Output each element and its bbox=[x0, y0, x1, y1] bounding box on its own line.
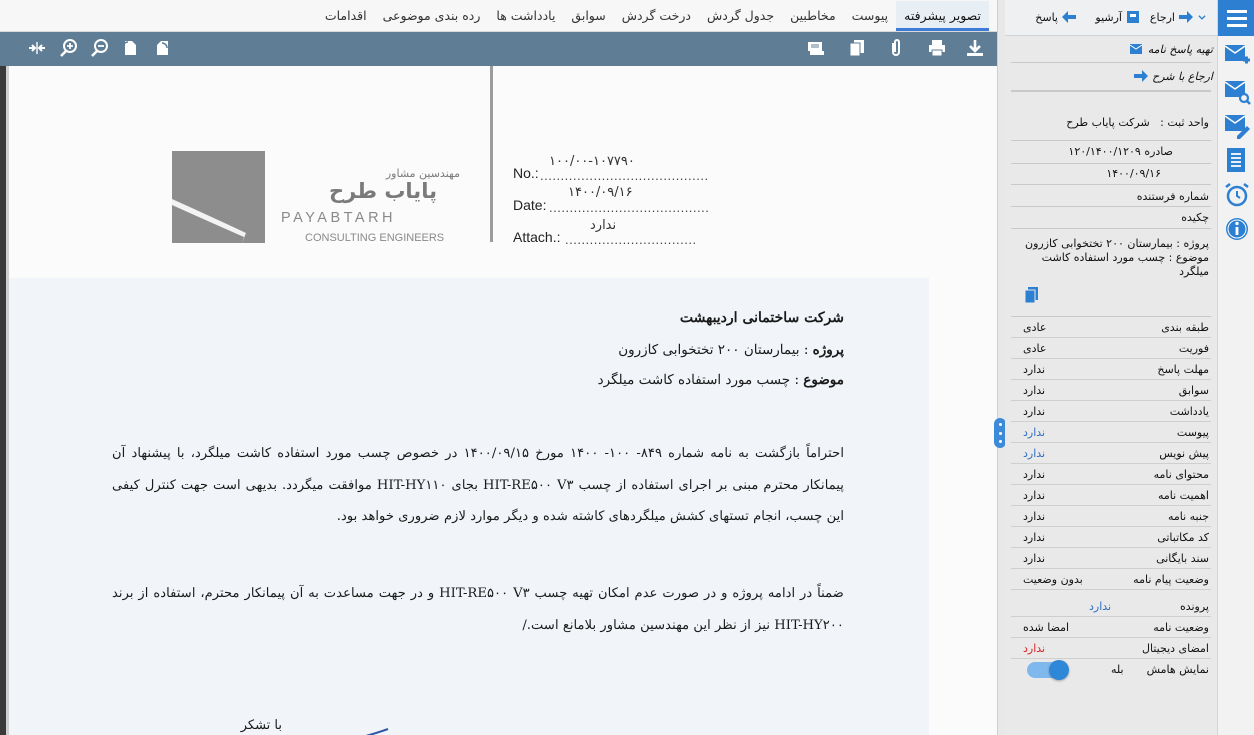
prop-label: مهلت پاسخ bbox=[1157, 362, 1209, 376]
logo-subtitle-fa: مهندسین مشاور bbox=[385, 167, 460, 180]
logo-title-en: PAYABTARH bbox=[281, 210, 397, 226]
zoom-in-button[interactable] bbox=[56, 36, 82, 62]
letter-body-paragraph-1: احتراماً بازگشت به نامه شماره ۸۴۹- ۱۰۰- ۱۴۰۰ مورخ ۱۴۰۰/۰۹/۱۵ در خصوص چسب مورد استفاده کاشت میلگرد، با پیشنهاد آن پیمانکار محترم مبنی بر اجرای استفاده از چسب HIT-RE۵۰۰ V۳ بجای HIT-HY۱۱۰ موافقت میگردد. بدیهی است جهت کنترل کیفی این چسب، انجام تستهای کشش میلگردهای کاشته شده و دیگر موارد لازم ضروری خواهد بود. bbox=[112, 446, 844, 524]
prop-row bbox=[1011, 443, 1211, 464]
download-icon bbox=[965, 38, 985, 61]
prepare-reply-button[interactable] bbox=[1005, 36, 1217, 62]
tab-flow-table[interactable]: جدول گردش bbox=[707, 8, 775, 23]
tab-attachment[interactable]: پیوست bbox=[851, 8, 889, 23]
viewer-toolbar bbox=[0, 32, 997, 66]
prop-row bbox=[1011, 485, 1211, 506]
tab-flow-tree[interactable]: درخت گردش bbox=[621, 8, 691, 23]
tab-actions[interactable]: اقدامات bbox=[324, 8, 367, 23]
issued-date: ۱۴۰۰/۰۹/۱۶ bbox=[1106, 167, 1161, 180]
prop-value: بدون وضعیت bbox=[1023, 572, 1083, 586]
prop-label: پیوست bbox=[1176, 425, 1209, 439]
digital-signature-label: امضای دیجیتال bbox=[1142, 641, 1209, 655]
zoom-out-icon bbox=[90, 38, 110, 61]
download-button[interactable] bbox=[962, 36, 988, 62]
prop-row bbox=[1011, 464, 1211, 485]
info-icon[interactable] bbox=[1223, 215, 1251, 243]
archive-icon bbox=[1125, 10, 1141, 24]
letter-attach-value: ندارد bbox=[590, 218, 617, 233]
panel-splitter[interactable] bbox=[997, 0, 1005, 735]
show-margin-label: نمایش هامش bbox=[1146, 663, 1209, 676]
prop-value: ندارد bbox=[1023, 404, 1046, 418]
letter-number-value: ۱۰۰/۰۰-۱۰۷۷۹۰ bbox=[549, 154, 635, 169]
new-letter-icon[interactable] bbox=[1223, 42, 1251, 70]
arrow-right-icon bbox=[1133, 69, 1149, 83]
rotate-left-button[interactable] bbox=[117, 36, 143, 62]
tab-bar bbox=[0, 0, 997, 32]
company-logo-icon bbox=[172, 151, 265, 243]
project-label: پروژه bbox=[812, 342, 844, 358]
prop-value: عادی bbox=[1023, 320, 1047, 334]
scanner-button[interactable] bbox=[803, 36, 829, 62]
prop-label: سند بایگانی bbox=[1156, 551, 1209, 565]
registry-unit bbox=[1066, 116, 1209, 129]
prop-row bbox=[1011, 380, 1211, 401]
panel-top-actions bbox=[1005, 0, 1217, 36]
chevron-down-icon bbox=[1197, 10, 1207, 24]
prop-row bbox=[1011, 359, 1211, 380]
prop-label: طبقه بندی bbox=[1161, 320, 1209, 334]
tab-history[interactable]: سوابق bbox=[571, 8, 606, 23]
prop-value: ندارد bbox=[1023, 551, 1046, 565]
letter-body-paragraph-2: ضمناً در ادامه پروژه و در صورت عدم امکان تهیه چسب HIT-RE۵۰۰ V۳ و در جهت مساعدت به آن پیمانکار محترم، استفاده از برند HIT-HY۲۰۰ نیز از نظر این مهندسین مشاور بلامانع است./ bbox=[112, 586, 844, 633]
prop-value: ندارد bbox=[1023, 467, 1046, 481]
hamburger-menu-button[interactable] bbox=[1218, 0, 1254, 36]
prop-row bbox=[1011, 506, 1211, 527]
prop-value: عادی bbox=[1023, 341, 1047, 355]
prop-label: اهمیت نامه bbox=[1157, 488, 1209, 502]
copy-icon bbox=[847, 38, 867, 61]
archive-label: آرشیو bbox=[1095, 10, 1122, 24]
letter-project bbox=[460, 342, 844, 358]
prepare-reply-label: تهیه پاسخ نامه bbox=[1147, 42, 1213, 56]
prop-value: ندارد bbox=[1023, 383, 1046, 397]
prop-label: وضعیت پیام نامه bbox=[1133, 572, 1209, 586]
prop-value: ندارد bbox=[1023, 362, 1046, 376]
digital-signature-value: ندارد bbox=[1023, 641, 1046, 655]
refer-label: ارجاع bbox=[1149, 10, 1175, 24]
printer-icon bbox=[927, 38, 947, 61]
prop-label: جنبه نامه bbox=[1167, 509, 1209, 523]
prop-row-status bbox=[1011, 617, 1211, 638]
prop-row bbox=[1011, 401, 1211, 422]
prop-row bbox=[1011, 548, 1211, 569]
archive-button[interactable] bbox=[1095, 10, 1141, 24]
logo-title-fa: پایاب طرح bbox=[329, 179, 437, 203]
paperclip-icon bbox=[886, 38, 906, 61]
letter-number-label: No.: bbox=[513, 165, 539, 181]
letter-subject bbox=[460, 372, 844, 388]
rotate-right-icon bbox=[153, 38, 173, 61]
header-divider bbox=[490, 66, 493, 242]
rotate-right-button[interactable] bbox=[150, 36, 176, 62]
show-margin-value: بله bbox=[1111, 663, 1124, 676]
prop-label: محتوای نامه bbox=[1153, 467, 1209, 481]
issued-number: صادره ۱۲۰/۱۴۰۰/۱۲۰۹ bbox=[1068, 145, 1173, 158]
signature-stroke-icon bbox=[360, 728, 400, 735]
fit-width-icon bbox=[27, 38, 47, 61]
letter-info-panel bbox=[1005, 0, 1217, 735]
letter-date-label: Date: bbox=[513, 197, 547, 213]
summary-line-2: موضوع : چسب مورد استفاده کاشت میلگرد bbox=[1041, 251, 1209, 278]
copy-button[interactable] bbox=[844, 36, 870, 62]
tab-contacts[interactable]: مخاطبین bbox=[790, 8, 836, 23]
reply-letter-icon bbox=[1129, 42, 1145, 56]
prop-row-case bbox=[1011, 596, 1211, 617]
letter-attach-label: Attach.: bbox=[513, 229, 561, 245]
letter-summary bbox=[1019, 237, 1209, 279]
letter-closing: با تشکر bbox=[240, 718, 282, 733]
search-letter-icon[interactable] bbox=[1223, 78, 1251, 106]
letter-date-value: ۱۴۰۰/۰۹/۱۶ bbox=[568, 185, 633, 200]
prop-label: پیش نویس bbox=[1159, 446, 1209, 460]
registry-label: واحد ثبت : bbox=[1160, 116, 1209, 129]
logo-subtitle-en: CONSULTING ENGINEERS bbox=[305, 232, 445, 244]
scanner-icon bbox=[806, 38, 826, 61]
side-icon-bar bbox=[1217, 0, 1254, 735]
letter-recipient: شرکت ساختمانی اردیبهشت bbox=[679, 310, 844, 326]
prop-value[interactable]: ندارد bbox=[1023, 446, 1046, 460]
case-label: پرونده bbox=[1179, 599, 1209, 613]
prop-row bbox=[1011, 317, 1211, 338]
status-value: امضا شده bbox=[1023, 620, 1070, 634]
arrow-right-icon bbox=[1178, 10, 1194, 24]
sender-number-label: شماره فرستنده bbox=[1136, 190, 1209, 203]
project-value: : بیمارستان ۲۰۰ تختخوابی کازرون bbox=[618, 342, 809, 358]
show-margin-toggle[interactable] bbox=[1027, 662, 1067, 678]
list-document-icon[interactable] bbox=[1223, 146, 1251, 174]
reply-button[interactable] bbox=[1035, 10, 1077, 24]
prop-label: یادداشت bbox=[1169, 404, 1209, 418]
prop-row bbox=[1011, 527, 1211, 548]
edit-letter-icon[interactable] bbox=[1223, 112, 1251, 140]
prop-row-digital-signature bbox=[1011, 638, 1211, 659]
attach-button[interactable] bbox=[883, 36, 909, 62]
subject-label: موضوع bbox=[803, 372, 844, 388]
document-icon[interactable] bbox=[1025, 287, 1039, 303]
tab-notes[interactable]: یادداشت ها bbox=[496, 8, 556, 23]
prop-label: فوریت bbox=[1178, 341, 1209, 355]
fit-width-button[interactable] bbox=[24, 36, 50, 62]
subject-value: : چسب مورد استفاده کاشت میلگرد bbox=[597, 372, 799, 388]
rotate-left-icon bbox=[120, 38, 140, 61]
reply-label: پاسخ bbox=[1035, 10, 1058, 24]
zoom-in-icon bbox=[59, 38, 79, 61]
letter-page-image: مهندسین مشاور پایاب طرح PAYABTARH CONSULTING ENGINEERS ۱۰۰/۰۰-۱۰۷۷۹۰ No.: ......................................... ۱۴۰۰/۰۹/۱۶ Date: ....................................... ندارد Attach.: ................................ شرکت ساختمانی اردیبهشت پروژه : بیمارستان ۲۰۰ تختخوابی کازرون موضوع : چسب مورد استفاده کاشت میلگرد احتراماً بازگشت به نامه شماره ۸۴۹- ۱۰۰- ۱۴۰۰ مورخ ۱۴۰۰/۰۹/۱۵ در خصوص چسب مورد استفاده کاشت میلگرد، با پیشنهاد آن پیمانکار محترم مبنی بر اجرای استفاده از چسب HIT-RE۵۰۰ V۳ بجای HIT-HY۱۱۰ موافقت میگردد. بدیهی است جهت کنترل کیفی این چسب، انجام تستهای کشش میلگردهای کاشته شده و دیگر موارد لازم ضروری خواهد بود. ضمناً در ادامه پروژه و در صورت عدم امکان تهیه چسب HIT-RE۵۰۰ V۳ و در جهت مساعدت به آن پیمانکار محترم، استفاده از برند HIT-HY۲۰۰ نیز از نظر این مهندسین مشاور بلامانع است./ با تشکر bbox=[0, 66, 997, 735]
status-label: وضعیت نامه bbox=[1153, 620, 1209, 634]
tab-subject-classification[interactable]: رده بندی موضوعی bbox=[382, 8, 481, 23]
tab-advanced-image[interactable]: تصویر پیشرفته bbox=[896, 1, 989, 31]
prop-value: ندارد bbox=[1023, 509, 1046, 523]
refer-button[interactable] bbox=[1150, 10, 1207, 24]
registry-value: شرکت پایاب طرح bbox=[1066, 116, 1150, 129]
alarm-clock-icon[interactable] bbox=[1223, 181, 1251, 209]
prop-row bbox=[1011, 569, 1211, 590]
prop-value[interactable]: ندارد bbox=[1023, 425, 1046, 439]
print-button[interactable] bbox=[924, 36, 950, 62]
reply-icon bbox=[1061, 10, 1077, 24]
refer-with-note-label: ارجاع با شرح bbox=[1152, 69, 1213, 83]
prop-value: ندارد bbox=[1023, 530, 1046, 544]
zoom-out-button[interactable] bbox=[87, 36, 113, 62]
abstract-label: چکیده bbox=[1181, 211, 1209, 224]
prop-row bbox=[1011, 338, 1211, 359]
prop-value: ندارد bbox=[1023, 488, 1046, 502]
prop-row bbox=[1011, 422, 1211, 443]
refer-with-note-button[interactable] bbox=[1005, 63, 1217, 89]
prop-label: سوابق bbox=[1178, 383, 1209, 397]
summary-line-1: پروژه : بیمارستان ۲۰۰ تختخوابی کازرون bbox=[1025, 237, 1209, 250]
case-value[interactable]: ندارد bbox=[1089, 599, 1112, 613]
prop-label: کد مکاتباتی bbox=[1157, 530, 1209, 544]
